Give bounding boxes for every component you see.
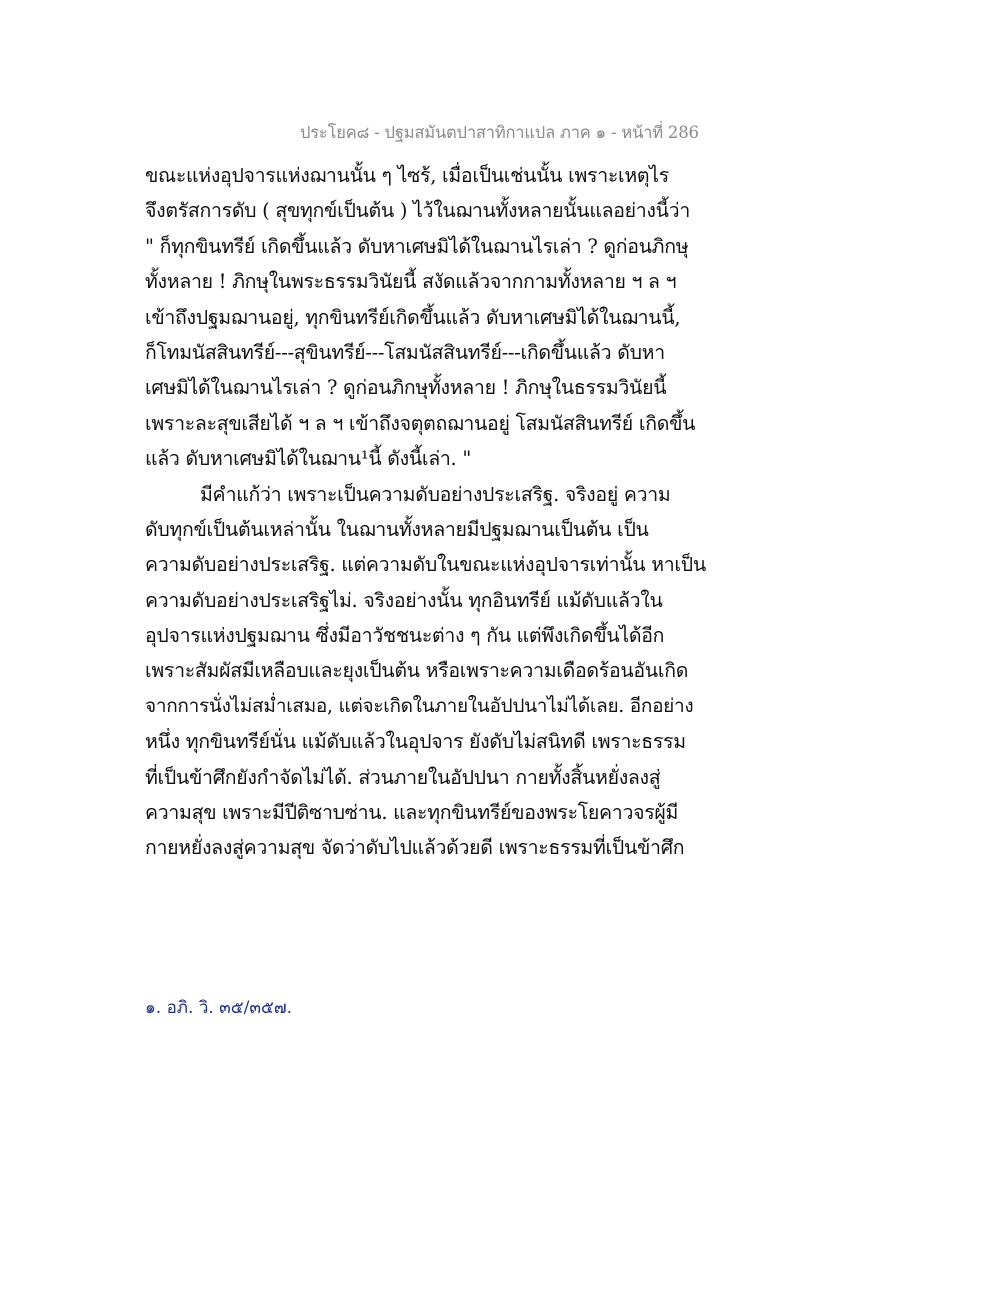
text-line: จากการนั่งไม่สม่ำเสมอ, แต่จะเกิดในภายในอัปปนาไม่ได้เลย. อีกอย่าง (145, 694, 694, 717)
text-line: อุปจารแห่งปฐมฌาน ซึ่งมีอาวัชชนะต่าง ๆ กัน แต่พึงเกิดขึ้นได้อีก (145, 624, 665, 648)
text-line: เข้าถึงปฐมฌานอยู่, ทุกขินทรีย์เกิดขึ้นแล้ว ดับหาเศษมิได้ในฌานนี้, (145, 305, 681, 329)
text-line: เศษมิได้ในฌานไรเล่า ? ดูก่อนภิกษุทั้งหลาย ! ภิกษุในธรรมวินัยนี้ (145, 376, 667, 400)
running-header: ประโยค๘ - ปฐมสมันตปาสาทิกาแปล ภาค ๑ - หน้าที่ 286 (300, 123, 699, 142)
text-line: ความดับอย่างประเสริฐไม่. จริงอย่างนั้น ทุกอินทรีย์ แม้ดับแล้วใน (145, 588, 663, 612)
text-line: เพราะสัมผัสมีเหลือบและยุงเป็นต้น หรือเพราะความเดือดร้อนอันเกิด (145, 659, 689, 683)
text-line: ดับทุกข์เป็นต้นเหล่านั้น ในฌานทั้งหลายมีปฐมฌานเป็นต้น เป็น (145, 517, 649, 541)
text-line: ที่เป็นข้าศึกยังกำจัดไม่ได้. ส่วนภายในอัปปนา กายทั้งสิ้นหยั่งลงสู่ (145, 765, 661, 789)
body-text (145, 158, 705, 866)
text-line: ความสุข เพราะมีปีติซาบซ่าน. และทุกขินทรีย์ของพระโยคาวจรผู้มี (145, 801, 679, 825)
text-line: " ก็ทุกขินทรีย์ เกิดขึ้นแล้ว ดับหาเศษมิได้ในฌานไรเล่า ? ดูก่อนภิกษุ (145, 234, 689, 258)
text-line: ก็โทมนัสสินทรีย์---สุขินทรีย์---โสมนัสสินทรีย์---เกิดขึ้นแล้ว ดับหา (145, 340, 665, 364)
text-line: หนึ่ง ทุกขินทรีย์นั่น แม้ดับแล้วในอุปจาร ยังดับไม่สนิทดี เพราะธรรม (145, 730, 686, 754)
paragraph-start-line: มีคำแก้ว่า เพราะเป็นความดับอย่างประเสริฐ. จริงอยู่ ความ (200, 482, 671, 506)
text-line: แล้ว ดับหาเศษมิได้ในฌาน¹นี้ ดังนี้เล่า. " (145, 447, 472, 471)
text-line: กายหยั่งลงสู่ความสุข จัดว่าดับไปแล้วด้วยดี เพราะธรรมที่เป็นข้าศึก (145, 836, 685, 860)
text-line: ทั้งหลาย ! ภิกษุในพระธรรมวินัยนี้ สงัดแล้วจากกามทั้งหลาย ฯ ล ฯ (145, 270, 677, 294)
text-line: จึงตรัสการดับ ( สุขทุกข์เป็นต้น ) ไว้ในฌานทั้งหลายนั้นแลอย่างนี้ว่า (145, 199, 690, 223)
footnote: ๑. อภิ. วิ. ๓๕/๓๕๗. (145, 998, 293, 1018)
text-line: เพราะละสุขเสียได้ ฯ ล ฯ เข้าถึงจตุตถฌานอยู่ โสมนัสสินทรีย์ เกิดขึ้น (145, 411, 696, 435)
text-line: ขณะแห่งอุปจารแห่งฌานนั้น ๆ ไซร้, เมื่อเป็นเช่นนั้น เพราะเหตุไร (145, 164, 669, 187)
text-line: ความดับอย่างประเสริฐ. แต่ความดับในขณะแห่งอุปจารเท่านั้น หาเป็น (145, 553, 706, 577)
